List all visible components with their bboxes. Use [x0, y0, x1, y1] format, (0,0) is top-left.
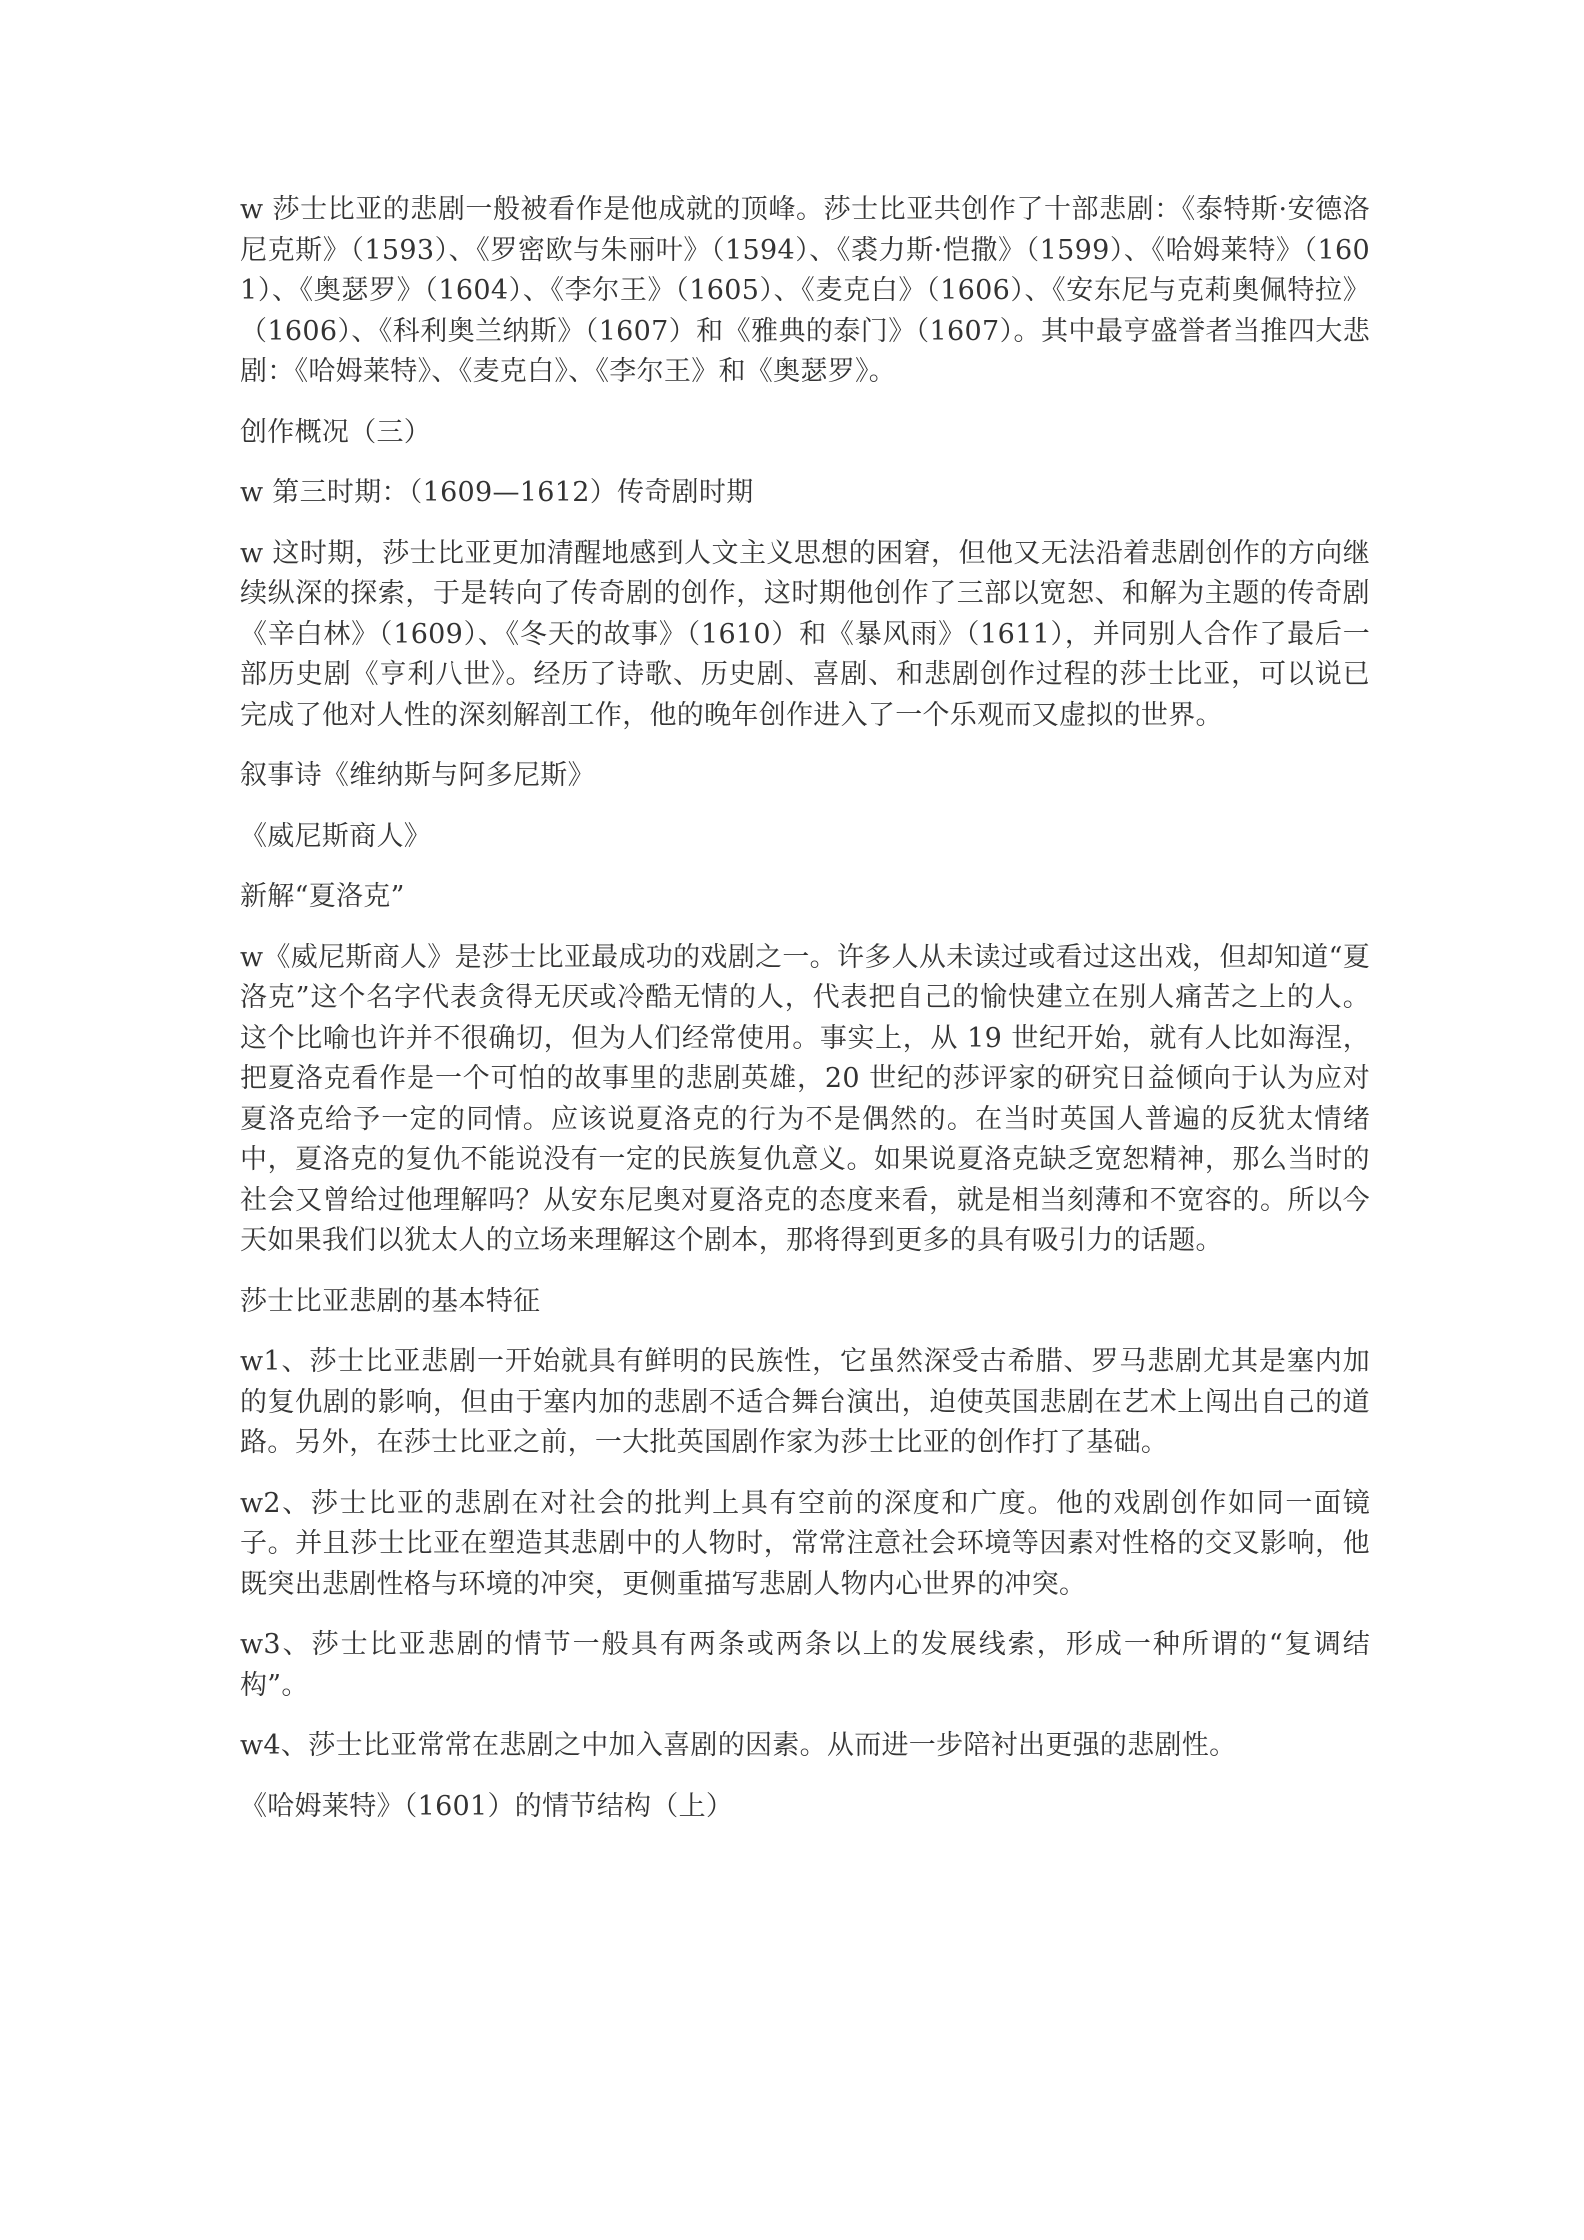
heading-tragedy-features: 莎士比亚悲剧的基本特征	[240, 1285, 541, 1317]
paragraph-feature-1: w1、莎士比亚悲剧一开始就具有鲜明的民族性，它虽然深受古希腊、罗马悲剧尤其是塞内加的复仇剧的影响，但由于塞内加的悲剧不适合舞台演出，迫使英国悲剧在艺术上闯出自己的道路。另外，在莎士比亚之前，一大批英国剧作家为莎士比亚的创作打了基础。	[240, 1346, 1370, 1458]
heading-venus-adonis: 叙事诗《维纳斯与阿多尼斯》	[240, 760, 595, 791]
paragraph-feature-2: w2、莎士比亚的悲剧在对社会的批判上具有空前的深度和广度。他的戏剧创作如同一面镜子。并且莎士比亚在塑造其悲剧中的人物时，常常注意社会环境等因素对性格的交叉影响，他既突出悲剧性格与环境的冲突，更侧重描写悲剧人物内心世界的冲突。	[240, 1487, 1370, 1600]
heading-merchant-of-venice: 《威尼斯商人》	[240, 820, 432, 852]
document-page	[240, 190, 1370, 1847]
paragraph-tragedies-overview: w 莎士比亚的悲剧一般被看作是他成就的顶峰。莎士比亚共创作了十部悲剧：《泰特斯·安德洛尼克斯》（1593）、《罗密欧与朱丽叶》（1594）、《裘力斯·恺撒》（1599）、《哈姆莱特》（1601）、《奥瑟罗》（1604）、《李尔王》（1605）、《麦克白》（1606）、《安东尼与克莉奥佩特拉》（1606）、《科利奥兰纳斯》（1607）和《雅典的泰门》（1607）。其中最亨盛誉者当推四大悲剧：《哈姆莱特》、《麦克白》、《李尔王》和《奥瑟罗》。	[240, 194, 1370, 387]
paragraph-feature-3: w3、莎士比亚悲剧的情节一般具有两条或两条以上的发展线索，形成一种所谓的“复调结构”。	[240, 1629, 1370, 1701]
paragraph-third-period: w 第三时期：（1609—1612）传奇剧时期	[240, 477, 754, 508]
heading-shylock-new-reading: 新解“夏洛克”	[240, 881, 405, 912]
heading-creation-overview-3: 创作概况（三）	[240, 416, 432, 448]
paragraph-feature-4: w4、莎士比亚常常在悲剧之中加入喜剧的因素。从而进一步陪衬出更强的悲剧性。	[240, 1730, 1237, 1761]
paragraph-romance-period: w 这时期，莎士比亚更加清醒地感到人文主义思想的困窘，但他又无法沿着悲剧创作的方向继续纵深的探索，于是转向了传奇剧的创作，这时期他创作了三部以宽恕、和解为主题的传奇剧《辛白林》（1609）、《冬天的故事》（1610）和《暴风雨》（1611），并同别人合作了最后一部历史剧《亨利八世》。经历了诗歌、历史剧、喜剧、和悲剧创作过程的莎士比亚，可以说已完成了他对人性的深刻解剖工作，他的晚年创作进入了一个乐观而又虚拟的世界。	[240, 537, 1370, 731]
heading-hamlet-plot-structure: 《哈姆莱特》（1601）的情节结构（上）	[240, 1790, 734, 1822]
paragraph-shylock-analysis: w《威尼斯商人》是莎士比亚最成功的戏剧之一。许多人从未读过或看过这出戏，但却知道“夏洛克”这个名字代表贪得无厌或冷酷无情的人，代表把自己的愉快建立在别人痛苦之上的人。这个比喻也许并不很确切，但为人们经常使用。事实上，从 19 世纪开始，就有人比如海涅，把夏洛克看作是一个可怕的故事里的悲剧英雄，20 世纪的莎评家的研究日益倾向于认为应对夏洛克给予一定的同情。应该说夏洛克的行为不是偶然的。在当时英国人普遍的反犹太情绪中，夏洛克的复仇不能说没有一定的民族复仇意义。如果说夏洛克缺乏宽恕精神，那么当时的社会又曾给过他理解吗？从安东尼奥对夏洛克的态度来看，就是相当刻薄和不宽容的。所以今天如果我们以犹太人的立场来理解这个剧本，那将得到更多的具有吸引力的话题。	[240, 941, 1370, 1256]
